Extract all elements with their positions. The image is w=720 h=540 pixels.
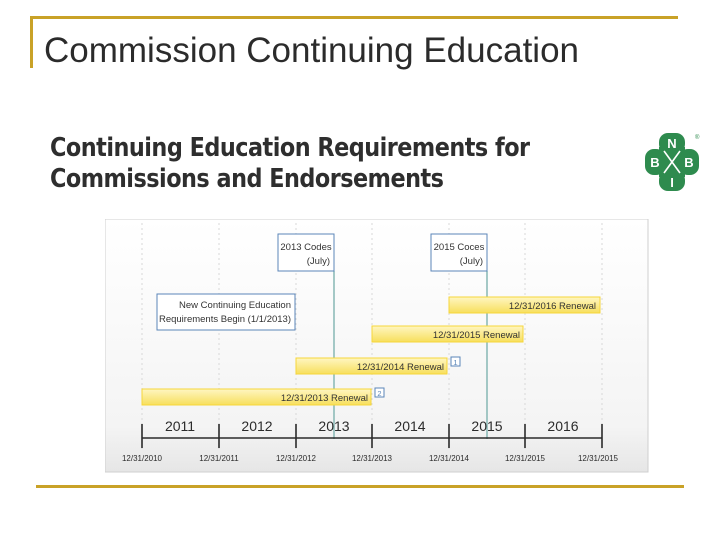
code-box-2015 bbox=[431, 234, 487, 271]
renewal-label-2013: 12/31/2013 Renewal bbox=[280, 393, 368, 404]
timeline-panel bbox=[105, 219, 648, 472]
frame-bottom-rule bbox=[36, 485, 684, 488]
renewal-bar-2015 bbox=[372, 326, 523, 342]
renewal-bar-2014 bbox=[296, 357, 460, 374]
logo-letter-n: N bbox=[667, 136, 677, 151]
slide-title: Commission Continuing Education bbox=[44, 31, 579, 70]
renewal-bar-2013 bbox=[142, 388, 384, 405]
diagram-heading bbox=[50, 133, 530, 194]
code-box-2013-line-2: (July) bbox=[306, 256, 330, 267]
new-requirements-line-1: New Continuing Education bbox=[179, 300, 291, 311]
code-box-2015-line-2: (July) bbox=[459, 256, 483, 267]
year-label-2013: 2013 bbox=[318, 418, 350, 434]
diagram-heading-line-1: Continuing Education Requirements for bbox=[50, 133, 530, 163]
frame-top-rule bbox=[30, 16, 678, 19]
logo-registered-mark: ® bbox=[695, 135, 700, 141]
date-label-2010: 12/31/2010 bbox=[121, 454, 163, 463]
logo-letter-b-right: B bbox=[684, 155, 694, 170]
year-label-2014: 2014 bbox=[394, 418, 426, 434]
code-box-2015-line-1: 2015 Coces bbox=[433, 242, 485, 253]
renewal-label-2015: 12/31/2015 Renewal bbox=[432, 330, 520, 341]
year-label-2012: 2012 bbox=[241, 418, 273, 434]
new-requirements-line-2: Requirements Begin (1/1/2013) bbox=[158, 314, 291, 325]
code-box-2013 bbox=[278, 234, 334, 271]
year-label-2011: 2011 bbox=[164, 418, 196, 434]
renewal-label-2014: 12/31/2014 Renewal bbox=[356, 362, 444, 373]
date-label-2013: 12/31/2013 bbox=[351, 454, 393, 463]
logo-letter-b-left: B bbox=[650, 155, 660, 170]
date-label-2015-end: 12/31/2015 bbox=[577, 454, 619, 463]
renewal-marker-1-label: 1 bbox=[453, 358, 458, 367]
date-label-2015: 12/31/2015 bbox=[504, 454, 546, 463]
date-label-2012: 12/31/2012 bbox=[275, 454, 317, 463]
date-label-2011: 12/31/2011 bbox=[199, 454, 239, 463]
renewal-marker-2-label: 2 bbox=[377, 389, 382, 398]
year-label-2016: 2016 bbox=[547, 418, 579, 434]
new-requirements-box bbox=[157, 294, 295, 330]
renewal-label-2016: 12/31/2016 Renewal bbox=[508, 301, 596, 312]
date-label-2014: 12/31/2014 bbox=[428, 454, 470, 463]
nbbi-logo-icon bbox=[644, 131, 700, 193]
diagram-heading-line-2: Commissions and Endorsements bbox=[50, 163, 444, 194]
year-label-2015: 2015 bbox=[471, 418, 503, 434]
code-box-2013-line-1: 2013 Codes bbox=[280, 242, 332, 253]
frame-left-rule bbox=[30, 16, 33, 68]
renewal-bar-2016 bbox=[449, 297, 600, 313]
timeline-diagram bbox=[105, 219, 653, 475]
logo-letter-i: I bbox=[670, 175, 674, 190]
